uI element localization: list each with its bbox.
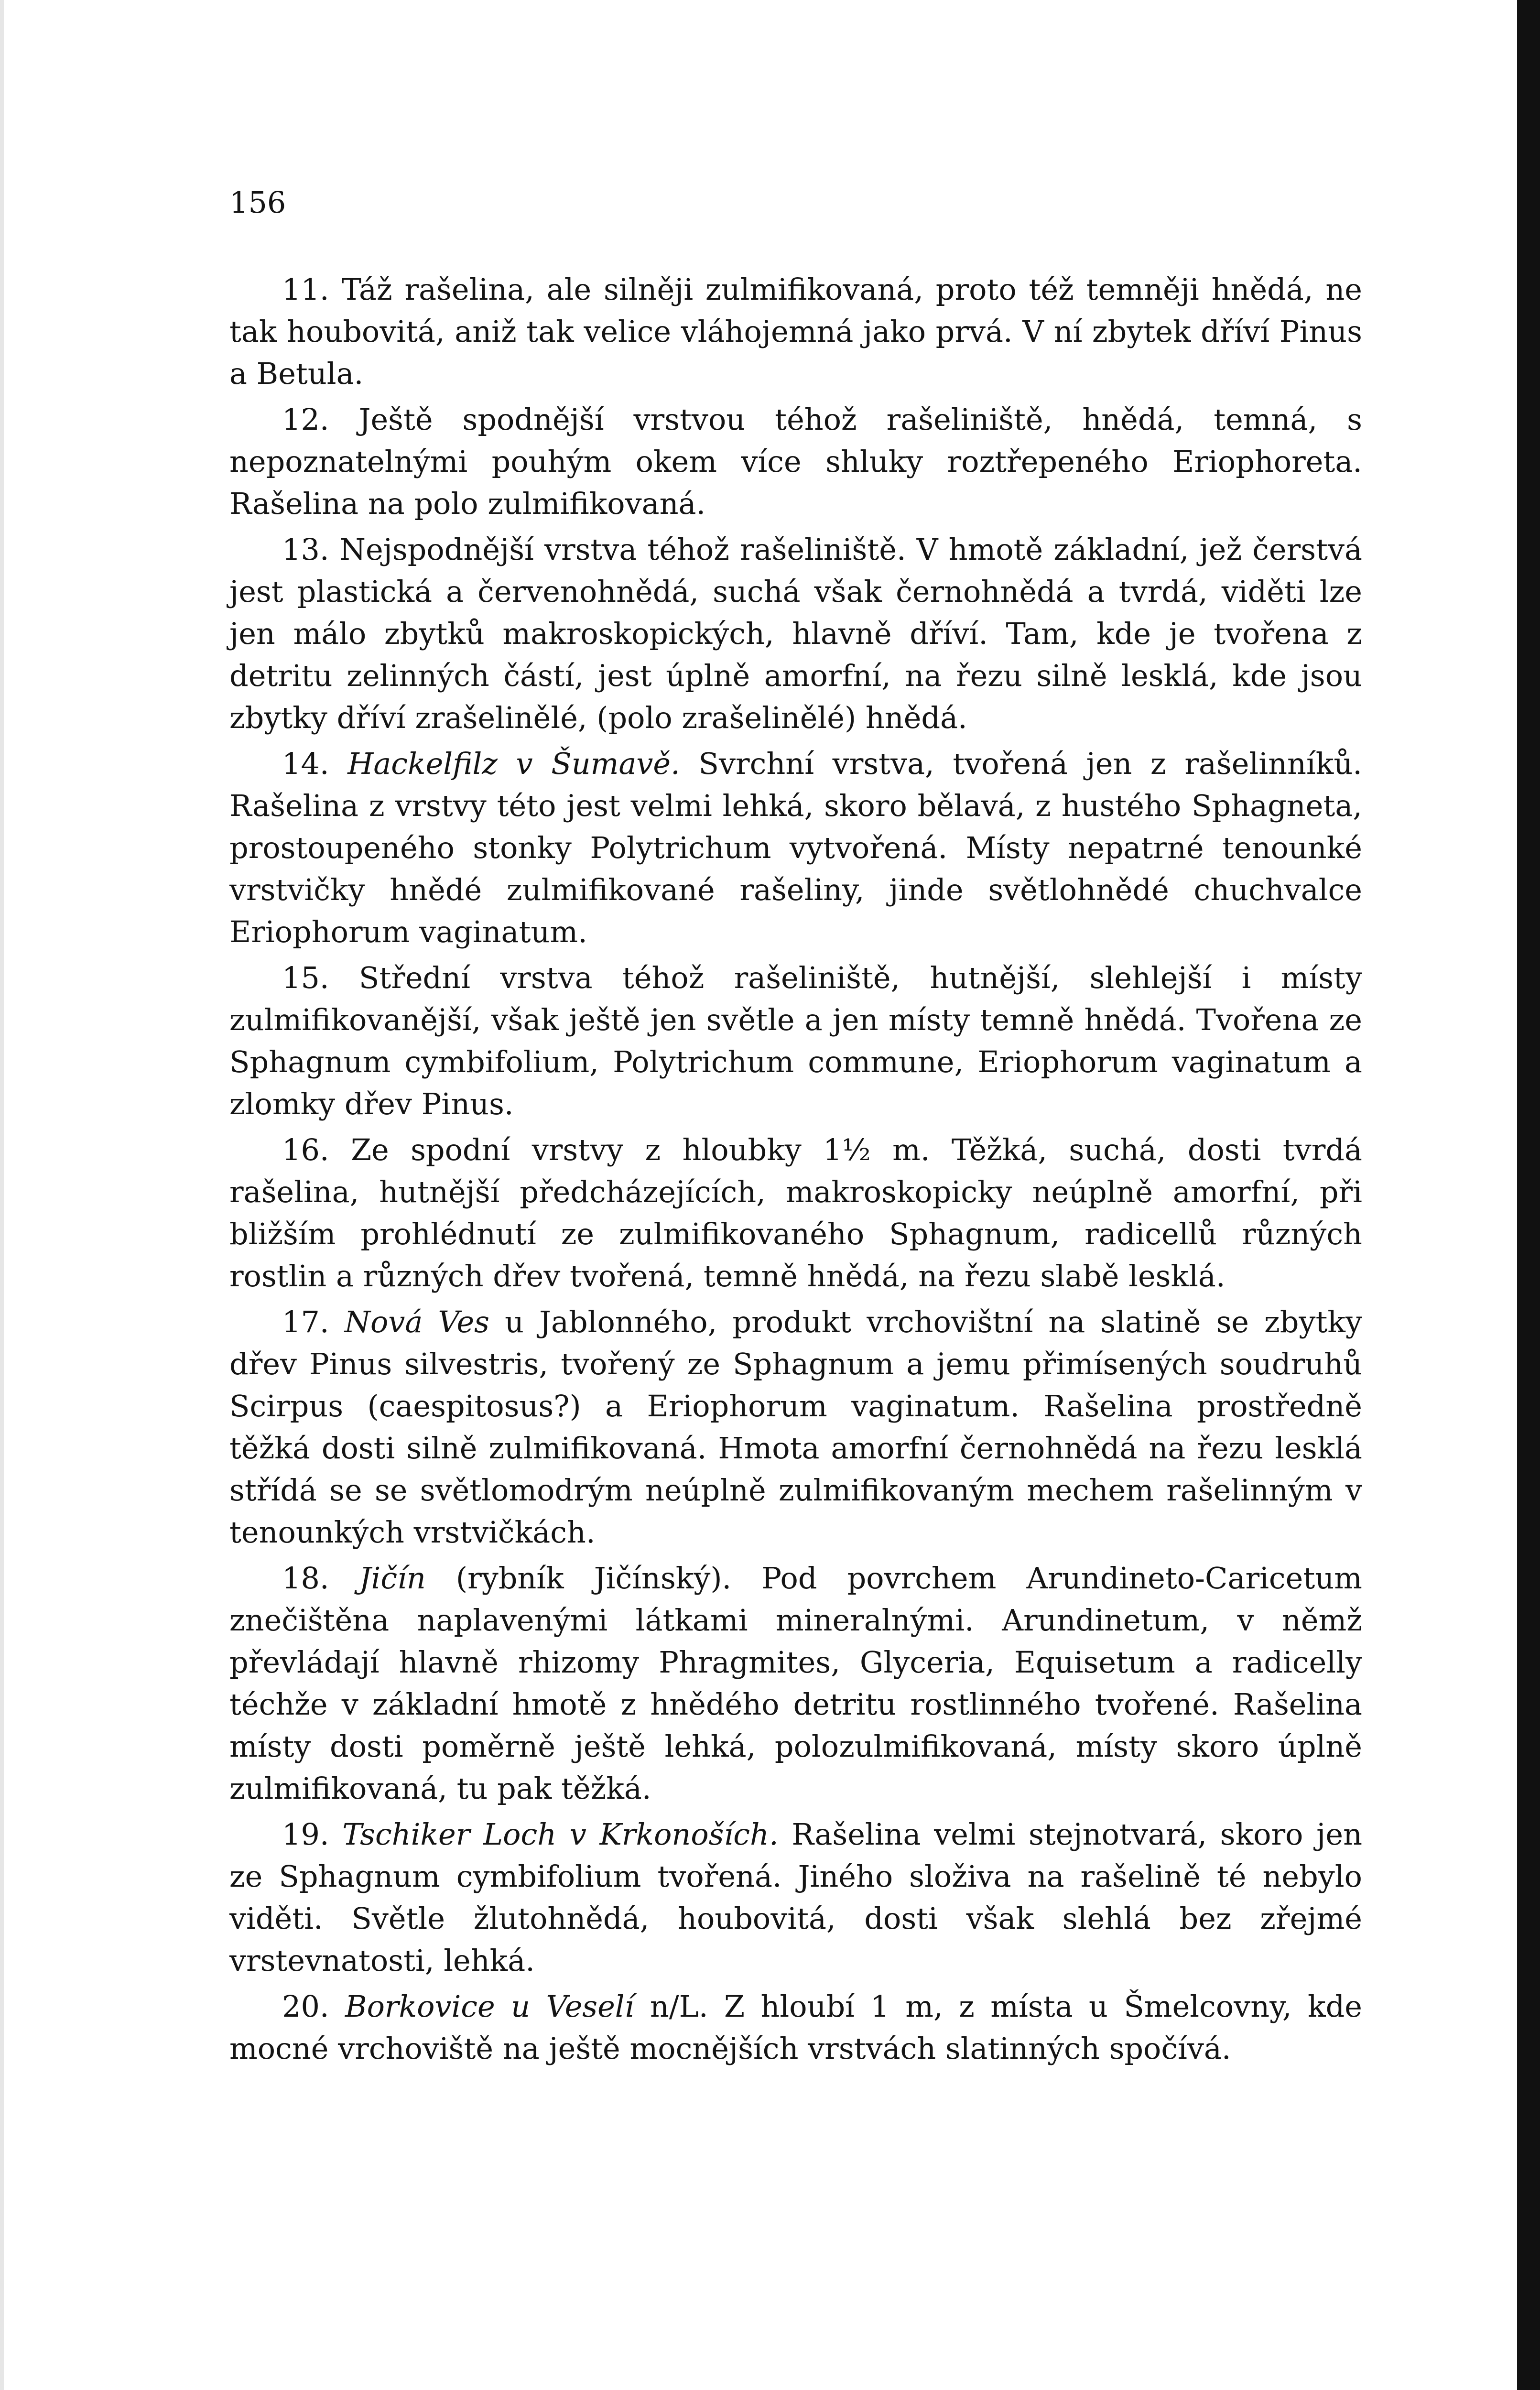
entry-text: Svrchní vrstva, tvořená jen z rašelinníků. Rašelina z vrstvy této jest velmi lehká, skoro bělavá, z hustého Sphagneta, prostoupeného stonky Polytrichum vytvořená. Místy nepatrné tenounké vrstvičky hnědé zulmifikované rašeliny, jinde světlohnědé chuchvalce Eriophorum vaginatum. bbox=[229, 746, 1362, 949]
entry-text: Ještě spodnější vrstvou téhož rašeliniště, hnědá, temná, s nepoznatelnými pouhým okem více shluky roztřepeného Eriophoreta. Rašelina na polo zulmifikovaná. bbox=[229, 402, 1362, 521]
scan-right-edge bbox=[1517, 0, 1540, 2390]
entry-11 bbox=[229, 269, 1362, 395]
entry-location: Borkovice u Veselí bbox=[345, 1989, 634, 2024]
entry-number: 17. bbox=[282, 1304, 329, 1339]
entry-13 bbox=[229, 529, 1362, 739]
entry-text: n/L. Z hloubí 1 m, z místa u Šmelcovny, kde mocné vrchoviště na ještě mocnějších vrstvách slatinných spočívá. bbox=[229, 1989, 1362, 2066]
entry-17 bbox=[229, 1301, 1362, 1554]
entry-number: 20. bbox=[282, 1989, 329, 2024]
entry-number: 16. bbox=[282, 1132, 329, 1167]
document-page bbox=[229, 182, 1362, 2070]
page-number: 156 bbox=[229, 185, 286, 220]
entry-18 bbox=[229, 1557, 1362, 1810]
entry-number: 11. bbox=[282, 272, 329, 307]
entry-number: 19. bbox=[282, 1817, 329, 1852]
entry-text: Ze spodní vrstvy z hloubky 1½ m. Těžká, suchá, dosti tvrdá rašelina, hutnější předcházejících, makroskopicky neúplně amorfní, při bližším prohlédnutí ze zulmifikovaného Sphagnum, radicellů různých rostlin a různých dřev tvořená, temně hnědá, na řezu slabě lesklá. bbox=[229, 1132, 1362, 1293]
entry-location: Hackelfilz v Šumavě. bbox=[347, 746, 680, 781]
entry-number: 12. bbox=[282, 402, 329, 437]
entry-location: Tschiker Loch v Krkonoších. bbox=[342, 1817, 779, 1852]
entry-text: Nejspodnější vrstva téhož rašeliniště. V hmotě základní, jež čerstvá jest plastická a červenohnědá, suchá však černohnědá a tvrdá, viděti lze jen málo zbytků makroskopických, hlavně dříví. Tam, kde je tvořena z detritu zelinných částí, jest úplně amorfní, na řezu silně lesklá, kde jsou zbytky dříví zrašelinělé, (polo zrašelinělé) hnědá. bbox=[229, 532, 1362, 735]
entry-location: Jičín bbox=[359, 1561, 426, 1596]
entry-number: 13. bbox=[282, 532, 329, 567]
entry-14 bbox=[229, 743, 1362, 953]
entry-20 bbox=[229, 1986, 1362, 2070]
entry-number: 15. bbox=[282, 960, 329, 995]
entry-number: 14. bbox=[282, 746, 329, 781]
entry-number: 18. bbox=[282, 1561, 329, 1596]
entry-text: Střední vrstva téhož rašeliniště, hutnější, slehlejší i místy zulmifikovanější, však ještě jen světle a jen místy temně hnědá. Tvořena ze Sphagnum cymbifolium, Polytrichum commune, Eriophorum vaginatum a zlomky dřev Pinus. bbox=[229, 960, 1362, 1121]
entry-text: Táž rašelina, ale silněji zulmifikovaná, proto též temněji hnědá, ne tak houbovitá, aniž tak velice vláhojemná jako prvá. V ní zbytek dříví Pinus a Betula. bbox=[229, 272, 1362, 391]
entry-16 bbox=[229, 1129, 1362, 1297]
entry-15 bbox=[229, 957, 1362, 1125]
entry-text: (rybník Jičínský). Pod povrchem Arundineto-Caricetum znečištěna naplavenými látkami mineralnými. Arundinetum, v němž převládají hlavně rhizomy Phragmites, Glyceria, Equisetum a radicelly téchže v základní hmotě z hnědého detritu rostlinného tvořené. Rašelina místy dosti poměrně ještě lehká, polozulmifikovaná, místy skoro úplně zulmifikovaná, tu pak těžká. bbox=[229, 1561, 1362, 1806]
scan-left-edge bbox=[0, 0, 4, 2390]
entry-12 bbox=[229, 399, 1362, 525]
entry-text: u Jablonného, produkt vrchovištní na slatině se zbytky dřev Pinus silvestris, tvořený ze Sphagnum a jemu přimísených soudruhů Scirpus (caespitosus?) a Eriophorum vaginatum. Rašelina prostředně těžká dosti silně zulmifikovaná. Hmota amorfní černohnědá na řezu lesklá střídá se se světlomodrým neúplně zulmifikovaným mechem rašelinným v tenounkých vrstvičkách. bbox=[229, 1304, 1362, 1550]
entry-text: Rašelina velmi stejnotvará, skoro jen ze Sphagnum cymbifolium tvořená. Jiného složiva na rašelině té nebylo viděti. Světle žlutohnědá, houbovitá, dosti však slehlá bez zřejmé vrstevnatosti, lehká. bbox=[229, 1817, 1363, 1978]
entry-19 bbox=[229, 1814, 1362, 1982]
entry-location: Nová Ves bbox=[344, 1304, 489, 1339]
